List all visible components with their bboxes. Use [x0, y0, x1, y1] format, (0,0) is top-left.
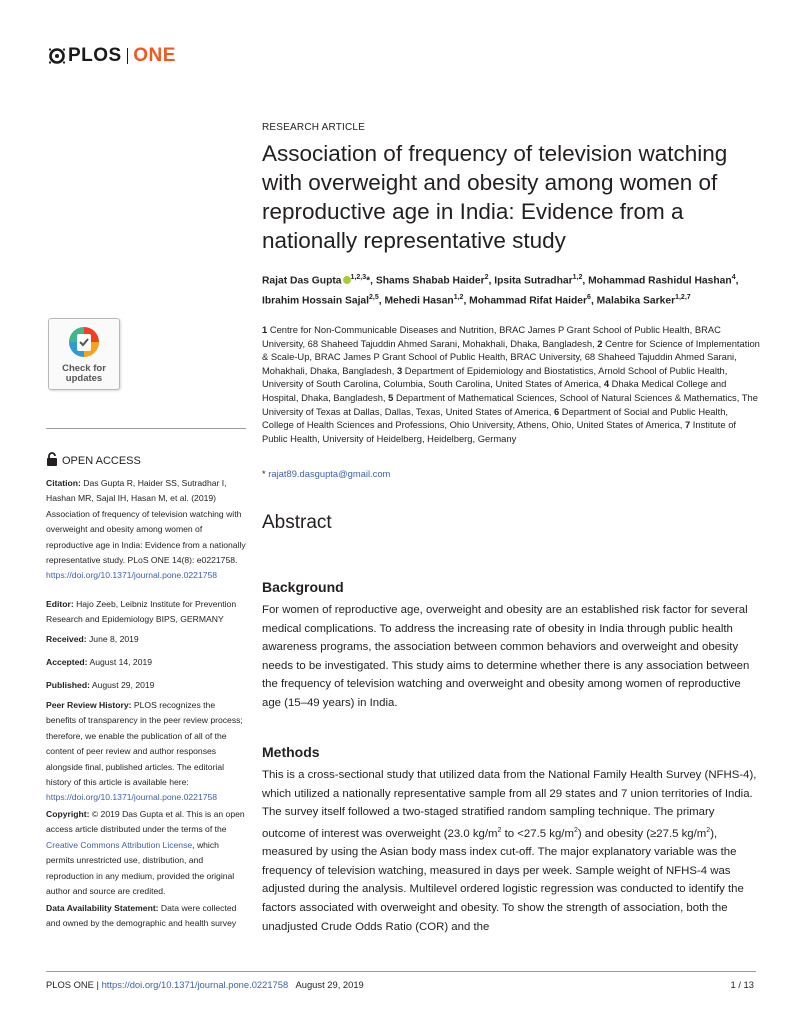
accepted-block: [46, 655, 246, 670]
received-block: [46, 632, 246, 647]
footer: [46, 979, 364, 990]
crossmark-icon: [67, 325, 101, 359]
affil-text: Dhaka Medical College and Hospital, Dhaka, Bangladesh,: [262, 378, 727, 403]
updates-label-2: updates: [65, 373, 103, 384]
peer-review-label: Peer Review History:: [46, 700, 132, 710]
affil-text: Centre for Science of Implementation & Scale-Up, BRAC James P Grant School of Public Health, BRAC University, 68 Shaheed Tajuddin Ahmed Sarani, Mohakhali, Dhaka, Bangladesh,: [262, 337, 760, 376]
plos-logo-icon: [48, 47, 66, 65]
email-mark: *: [262, 468, 269, 479]
copyright-block: [46, 807, 246, 899]
author-affil: 6: [587, 294, 591, 302]
methods-text-1: This is a cross-sectional study that utilized data from the National Family Health Survey (NFHS-4), which utilized a nationally representative sample from all 29 states and 7 union territories of India. The survey itself followed a two-staged stratified random sampling technique. The primary outcome of interest was overweight (23.0 kg/m: [262, 769, 757, 840]
author-affil: 2,5: [369, 294, 379, 302]
citation-doi-link[interactable]: https://doi.org/10.1371/journal.pone.0221758: [46, 570, 218, 581]
peer-review-block: [46, 698, 246, 806]
cc-license-link[interactable]: Creative Commons Attribution License: [46, 839, 193, 850]
copyright-text: © 2019 Das Gupta et al. This is an open access article distributed under the terms of the: [46, 809, 245, 835]
data-availability-text: Data were collected and owned by the demographic and health survey: [46, 903, 237, 929]
affil-number: 7: [684, 419, 691, 431]
methods-text: [262, 766, 760, 936]
author-affil: 4: [731, 274, 736, 281]
affil-number: 3: [396, 364, 403, 376]
citation-label: Citation:: [46, 478, 81, 488]
accepted-label: Accepted:: [46, 657, 88, 667]
article-type-label: RESEARCH ARTICLE: [262, 122, 366, 133]
footer-date: August 29, 2019: [288, 979, 364, 990]
author-affil: 1,2,7: [675, 294, 691, 302]
author-list: [262, 269, 762, 310]
published-date: August 29, 2019: [89, 680, 155, 690]
background-heading: Background: [262, 579, 344, 595]
check-for-updates-badge[interactable]: [48, 318, 120, 390]
author-affil: 1,2,3: [350, 274, 367, 281]
affil-text: Department of Social and Public Health, College of Health Sciences and Professions, Ohio University, Athens, Ohio, United States of America,: [262, 405, 729, 431]
affil-number: 2: [597, 337, 603, 349]
author-name[interactable]: , Malabika Sarker: [590, 295, 676, 307]
updates-label-1: Check for: [62, 363, 106, 374]
author-name[interactable]: , Mehedi Hasan: [378, 295, 454, 307]
unit-superscript: 2: [706, 826, 711, 834]
author-affil: 1,2: [572, 274, 583, 281]
author-name[interactable]: , Ipsita Sutradhar: [488, 275, 573, 287]
unit-superscript: 2: [573, 826, 578, 834]
author-name[interactable]: Rajat Das Gupta: [262, 275, 342, 287]
author-affil: 2: [484, 274, 489, 281]
editor-text: Hajo Zeeb, Leibniz Institute for Prevention Research and Epidemiology BIPS, GERMANY: [46, 599, 237, 625]
open-access-label: [46, 452, 141, 469]
footer-journal: PLOS ONE |: [46, 979, 102, 990]
orcid-icon[interactable]: [343, 276, 351, 284]
author-affil: 1,2: [453, 294, 464, 302]
background-text: For women of reproductive age, overweight and obesity are an established risk factor for several medical complications. To address the increasing rate of obesity in India through public health awareness programs, the association between common behaviors and overweight and obesity needs to be investigated. This study aims to determine whether there is any association between the frequency of television watching and overweight and obesity among women of reproductive age (15–49 years) in India.: [262, 604, 750, 709]
author-name[interactable]: , Mohammad Rifat Haider: [463, 295, 588, 307]
affil-text: Centre for Non-Communicable Diseases and Nutrition, BRAC James P Grant School of Public Health, BRAC University, 68 Shaheed Tajuddin Ahmed Sarani, Mohakhali, Dhaka, Bangladesh,: [262, 324, 721, 349]
received-date: June 8, 2019: [86, 634, 139, 644]
affiliations: [262, 323, 762, 445]
article-title: Association of frequency of television watching with overweight and obesity among women of reproductive age in India: Evidence from a nationally representative study: [262, 141, 728, 253]
citation-text: Das Gupta R, Haider SS, Sutradhar I, Hashan MR, Sajal IH, Hasan M, et al. (2019) Association of frequency of television watching with overweight and obesity among women of reproductive age in India: Evidence from a nationally representative study. PLoS ONE 14(8): e0221758.: [46, 478, 246, 566]
corresponding-email: [262, 468, 390, 479]
footer-doi-link[interactable]: https://doi.org/10.1371/journal.pone.0221758: [101, 979, 289, 990]
accepted-date: August 14, 2019: [87, 657, 153, 667]
editor-label: Editor:: [46, 599, 74, 609]
page-number: 1 / 13: [730, 979, 754, 990]
logo-divider: [127, 48, 129, 64]
open-lock-icon: [46, 452, 58, 469]
copyright-label: Copyright:: [46, 809, 90, 819]
author-name[interactable]: , Ibrahim Hossain Sajal: [262, 275, 739, 307]
data-availability-block: [46, 901, 246, 932]
published-block: [46, 678, 246, 693]
affil-text: Department of Mathematical Sciences, School of Natural Sciences & Mathematics, The University of Texas at Dallas, Dallas, Texas, United States of America,: [262, 391, 758, 417]
affil-number: 4: [603, 378, 610, 390]
sidebar-divider: [46, 428, 246, 429]
affil-number: 5: [388, 391, 394, 403]
affil-number: 6: [553, 405, 560, 417]
logo-plos-text: PLOS: [68, 45, 122, 66]
methods-text-4: ), measured by using the Asian body mass index cut-off. The major explanatory variable was the frequency of television watching, measured in days per week. Sample weight of NFHS-4 was adjusted during the analysis. Multilevel ordered logistic regression was conducted to identify the factors associated with overweight and obesity. To show the strength of association, both the unadjusted Crude Odds Ratio (COR) and the: [262, 827, 744, 933]
data-availability-label: Data Availability Statement:: [46, 903, 159, 913]
footer-divider: [46, 971, 756, 972]
email-link[interactable]: rajat89.dasgupta@gmail.com: [268, 468, 391, 479]
open-access-text: OPEN ACCESS: [62, 454, 141, 467]
editor-block: [46, 597, 246, 628]
methods-text-2: to <27.5 kg/m: [501, 827, 574, 840]
plos-one-logo[interactable]: [48, 45, 176, 67]
affil-number: 1: [262, 324, 268, 335]
author-name[interactable]: , Mohammad Rashidul Hashan: [582, 275, 732, 287]
published-label: Published:: [46, 680, 90, 690]
received-label: Received:: [46, 634, 87, 644]
logo-one-text: ONE: [133, 45, 176, 66]
abstract-heading: Abstract: [262, 512, 332, 533]
citation-block: [46, 476, 246, 584]
copyright-text-2: , which permits unrestricted use, distribution, and reproduction in any medium, provided the original author and source are credited.: [46, 839, 235, 897]
methods-text-3: ) and obesity (≥27.5 kg/m: [577, 827, 707, 840]
affil-text: Department of Epidemiology and Biostatistics, Arnold School of Public Health, University of South Carolina, Columbia, South Carolina, United States of America,: [262, 364, 728, 390]
peer-review-text: PLOS recognizes the benefits of transparency in the peer review process; therefore, we enable the publication of all of the content of peer review and author responses alongside final, published articles. The editorial history of this article is available here:: [46, 700, 243, 788]
corresponding-mark: *: [366, 275, 371, 287]
methods-heading: Methods: [262, 744, 320, 760]
author-name[interactable]: , Shams Shabab Haider: [370, 275, 485, 287]
affil-text: Institute of Public Health, University of Heidelberg, Heidelberg, Germany: [262, 419, 737, 444]
peer-review-link[interactable]: https://doi.org/10.1371/journal.pone.0221758: [46, 792, 218, 803]
unit-superscript: 2: [497, 826, 502, 834]
